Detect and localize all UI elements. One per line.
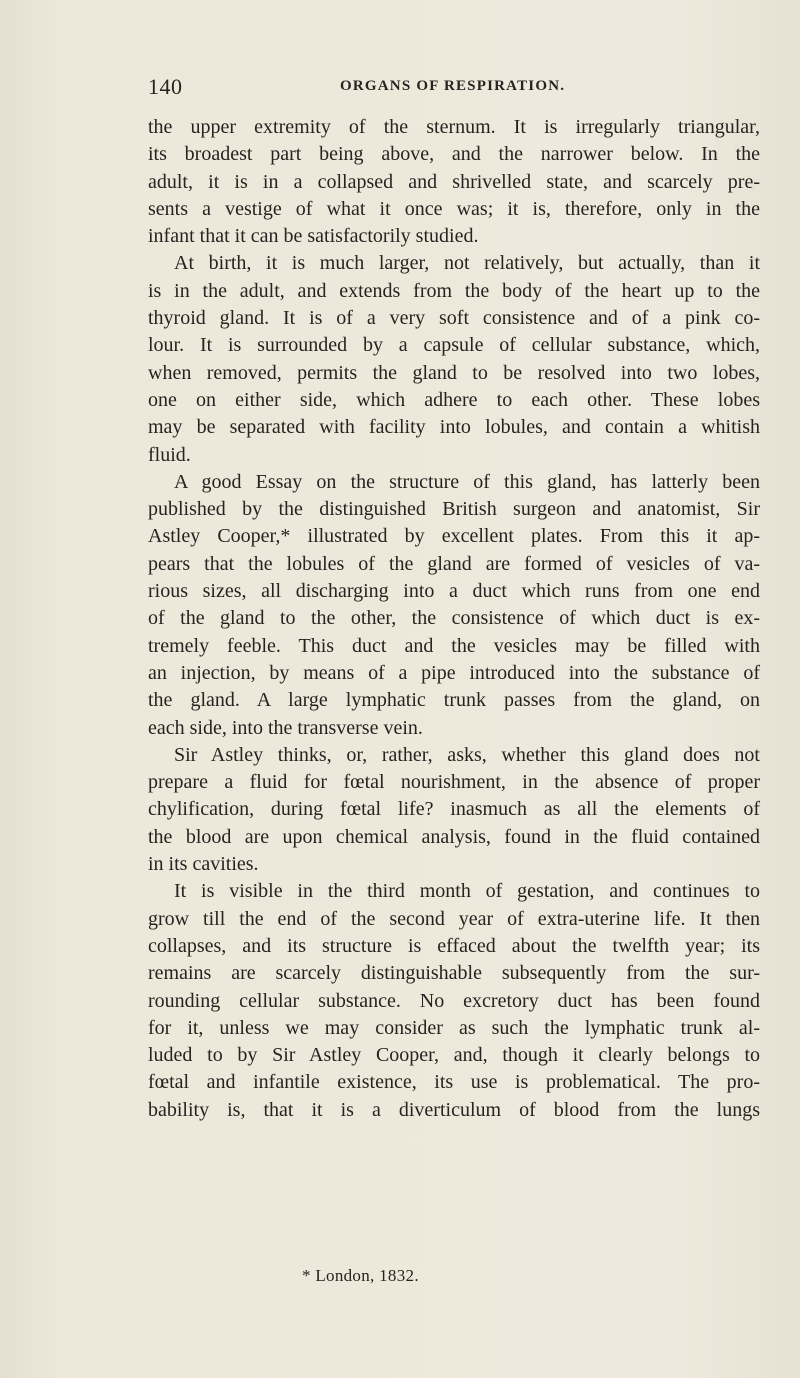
page-number: 140 [148,74,183,99]
text-line: sents a vestige of what it once was; it is, therefore, only in the [148,197,760,220]
text-line: rounding cellular substance. No excretory duct has been found [148,989,760,1012]
text-line: the gland. A large lymphatic trunk passes from the gland, on [148,689,760,712]
text-line: when removed, permits the gland to be resolved into two lobes, [148,361,760,384]
text-line: tremely feeble. This duct and the vesicles may be filled with [148,634,760,657]
footnote: * London, 1832. [302,1266,419,1285]
text-line: Sir Astley thinks, or, rather, asks, whether this gland does not [174,743,760,766]
text-line: remains are scarcely distinguishable subsequently from the sur- [148,962,760,985]
text-line: collapses, and its structure is effaced about the twelfth year; its [148,934,760,957]
running-head: ORGANS OF RESPIRATION. [340,78,566,94]
text-line: each side, into the transverse vein. [148,716,423,739]
text-line: of the gland to the other, the consistence of which duct is ex- [148,607,760,630]
text-line: fœtal and infantile existence, its use is problematical. The pro- [148,1071,760,1094]
text-line: may be separated with facility into lobules, and contain a whitish [148,416,760,439]
text-line: It is visible in the third month of gestation, and continues to [174,880,760,903]
text-line: At birth, it is much larger, not relatively, but actually, than it [174,252,760,275]
text-line: adult, it is in a collapsed and shrivelled state, and scarcely pre- [148,170,760,193]
text-line: in its cavities. [148,853,259,876]
body-text [148,114,760,1124]
text-line: lour. It is surrounded by a capsule of cellular substance, which, [148,334,760,357]
text-line: thyroid gland. It is of a very soft consistence and of a pink co- [148,307,760,330]
text-line: fluid. [148,443,191,466]
text-line: grow till the end of the second year of extra-uterine life. It then [148,907,760,930]
text-line: published by the distinguished British surgeon and anatomist, Sir [148,498,760,521]
text-line: the upper extremity of the sternum. It is irregularly triangular, [148,116,760,138]
text-line: Astley Cooper,* illustrated by excellent plates. From this it ap- [148,525,760,548]
text-line: luded to by Sir Astley Cooper, and, though it clearly belongs to [148,1044,760,1067]
text-line: prepare a fluid for fœtal nourishment, in the absence of proper [148,771,760,794]
text-line: for it, unless we may consider as such the lymphatic trunk al- [148,1016,760,1039]
text-line: A good Essay on the structure of this gland, has latterly been [174,470,760,493]
text-line: infant that it can be satisfactorily studied. [148,225,479,248]
text-line: rious sizes, all discharging into a duct which runs from one end [148,580,760,603]
text-line: the blood are upon chemical analysis, found in the fluid contained [148,825,760,848]
text-line: its broadest part being above, and the narrower below. In the [148,143,760,166]
text-line: is in the adult, and extends from the body of the heart up to the [148,279,760,302]
text-line: bability is, that it is a diverticulum of blood from the lungs [148,1098,760,1121]
text-line: an injection, by means of a pipe introduced into the substance of [148,661,760,684]
text-line: pears that the lobules of the gland are formed of vesicles of va- [148,552,760,575]
text-line: one on either side, which adhere to each other. These lobes [148,388,760,411]
page-header [148,74,748,104]
text-line: chylification, during fœtal life? inasmuch as all the elements of [148,798,760,821]
